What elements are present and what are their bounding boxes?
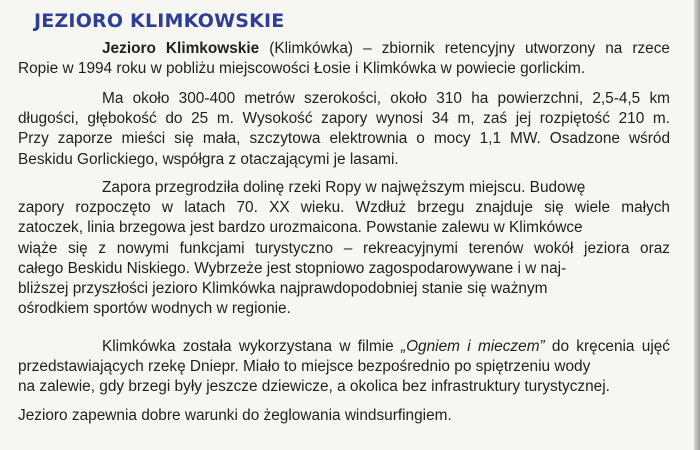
paragraph-line	[18, 39, 670, 59]
film-title-italic: „Ogniem i mieczem”	[400, 338, 545, 355]
paragraph-line: Jezioro zapewnia dobre warunki do żeglowania windsurfingiem.	[18, 407, 452, 424]
paragraph-line: ośrodkiem sportów wodnych w regionie.	[18, 300, 291, 318]
paragraph-line: przedstawiających rzekę Dniepr. Miało to miejsce bezpośrednio po spiętrzeniu wody	[18, 358, 591, 376]
paragraph-line: wiąże się z nowymi funkcjami turystyczno – rekreacyjnymi terenów wokół jeziora oraz	[18, 239, 670, 257]
paragraph-dam-history	[18, 178, 670, 319]
paragraph-line: zapory rozpoczęto w latach 70. XX wieku. Wzdłuż brzegu znajduje się wiele małych	[18, 199, 670, 217]
page-edge-shadow	[694, 0, 700, 450]
line-text: Klimkówka została wykorzystana w filmie	[102, 338, 401, 355]
paragraph-line: bliższej przyszłości jezioro Klimkówka najprawdopodobniej stanie się ważnym	[18, 280, 548, 298]
line-text: do kręcenia ujęć	[544, 338, 670, 355]
paragraph-line: Zapora przegrodziła dolinę rzeki Ropy w najwęższym miejscu. Budowę	[102, 179, 586, 196]
paragraph-line	[18, 337, 670, 357]
line-text: (Klimkówka) – zbiornik retencyjny utworzony na rzece	[259, 40, 670, 57]
paragraph-line: długości, głębokość do 25 m. Wysokość zapory wynosi 34 m, zaś jej rozpiętość 210 m.	[18, 110, 670, 128]
lake-name-bold: Jezioro Klimkowskie	[102, 40, 260, 57]
paragraph-line: Ropie w 1994 roku w pobliżu miejscowości Łosie i Klimkówka w powiecie gorlickim.	[18, 60, 586, 78]
paragraph-line: Beskidu Gorlickiego, współgra z otaczającymi je lasami.	[18, 150, 399, 168]
paragraph-film	[18, 337, 670, 398]
paragraph-line: Ma około 300-400 metrów szerokości, około 310 ha powierzchni, 2,5-4,5 km	[102, 90, 670, 107]
paragraph-dimensions	[18, 89, 670, 170]
paragraph-line: na zalewie, gdy brzegi były jeszcze dziewicze, a okolica bez infrastruktury turystycznej.	[18, 378, 610, 396]
paragraph-sailing	[18, 406, 670, 426]
paragraph-line: Przy zaporze mieści się mała, szczytowa elektrownia o mocy 1,1 MW. Osadzone wśród	[18, 130, 670, 148]
paragraph-line: zatoczek, linia brzegowa jest bardzo urozmaicona. Powstanie zalewu w Klimkówce	[18, 219, 583, 237]
paragraph-intro	[18, 39, 670, 79]
paragraph-line: całego Beskidu Niskiego. Wybrzeże jest stopniowo zagospodarowywane i w naj-	[18, 259, 567, 277]
article-title: JEZIORO KLIMKOWSKIE	[34, 10, 285, 32]
